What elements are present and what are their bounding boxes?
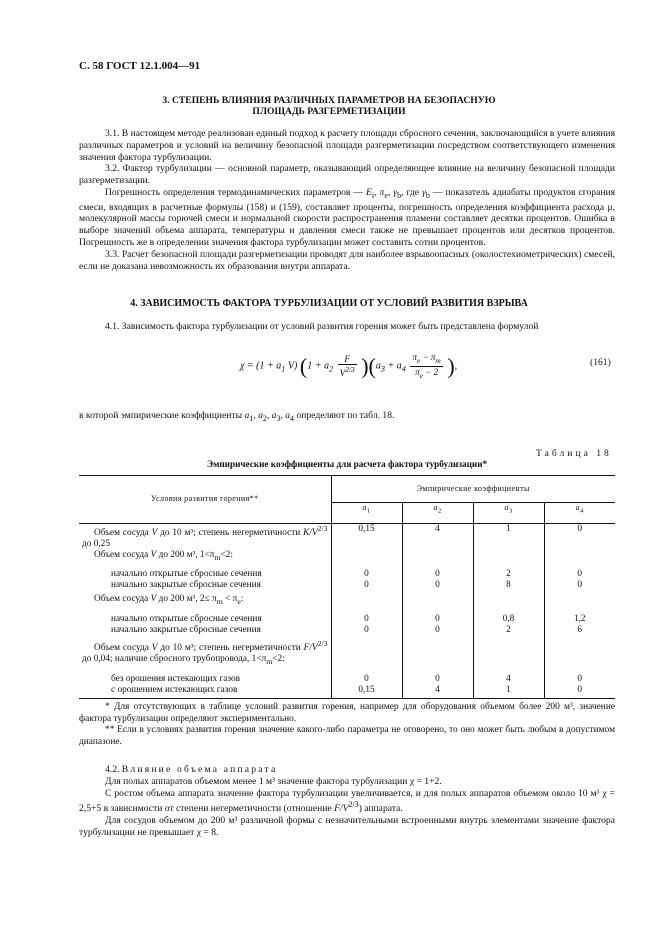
footnote-1: * Для отсутствующих в таблице условий развития горения, например для оборудования объемом более 200 м³, значение фактора турбулизации определяют экспериментально. (79, 702, 615, 724)
table-row: Объем сосуда V до 10 м³; степень негерметичности $F/V^{2/3}$ до 0,04; наличие сбросного трубопровода, $1<\pi_m<2$: (79, 635, 615, 667)
table-row: Объем сосуда V до 10 м³; степень негерметичности $K/V^{2/3}$ до 0,25 0,15 4 1 0 (79, 524, 615, 550)
table-row: Объем сосуда V до 200 м³, $1<\pi_m<2$: (79, 550, 615, 564)
table-row: начально закрытые сбросные сечения 0 0 2 6 (79, 625, 615, 636)
table-row: с орошением истекающих газов 0,15 4 1 0 (79, 685, 615, 699)
table-row: без орошения истекающих газов 0 0 4 0 (79, 668, 615, 685)
formula-number: (161) (590, 357, 611, 368)
paragraph-3-2-error: Погрешность определения термодинамических параметров — $E_i$, $\pi_e$, $\gamma_b$, где $\gamma_b$ — показатель адиабаты продуктов сгорания смеси, входящих в расчетные формулы (158) и (159), составляет проценты, погрешность определения коэффициента расхода μ, молекулярной массы горючей смеси и нормальной скорости распространения пламени составляет десятки процентов. Ошибка в выборе значений объема аппарата, температуры и давления смеси также не превышает процентов или десятков процентов. Погрешность же в определении значения фактора турбулизации может составить сотни процентов. (79, 186, 616, 249)
header-a1: $a_1$ (331, 503, 402, 524)
table-footnotes (79, 702, 615, 748)
header-conditions: Условия развития горения** (79, 476, 331, 524)
header-a3: $a_3$ (473, 503, 544, 524)
page-header: С. 58 ГОСТ 12.1.004—91 (79, 60, 201, 72)
section-4-intro (79, 321, 615, 333)
paragraph-4-2-3: Для сосудов объемом до 200 м³ различной формы с незначительными встроенными внутрь элементами значение фактора турбулизации не превышает χ = 8. (79, 815, 615, 839)
section-3-title: 3. СТЕПЕНЬ ВЛИЯНИЯ РАЗЛИЧНЫХ ПАРАМЕТРОВ НА БЕЗОПАСНУЮ ПЛОЩАДЬ РАЗГЕРМЕТИЗАЦИИ (162, 95, 496, 117)
table-caption: Таблица 18 (536, 448, 612, 459)
table-row: начально открытые сбросные сечения 0 0 2 0 (79, 563, 615, 580)
table-row: начально закрытые сбросные сечения 0 0 8 0 (79, 580, 615, 591)
section-3-body (79, 128, 615, 272)
section-4-title: 4. ЗАВИСИМОСТЬ ФАКТОРА ТУРБУЛИЗАЦИИ ОТ УСЛОВИЙ РАЗВИТИЯ ВЗРЫВА (130, 298, 528, 309)
paragraph-4-1: 4.1. Зависимость фактора турбулизации от условий развития горения может быть представлена формулой (105, 321, 539, 332)
table-title: Эмпирические коэффициенты для расчета фактора турбулизации* (206, 459, 488, 469)
paragraph-4-2-1: Для полых аппаратов объемом менее 1 м³ значение фактора турбулизации χ = 1+2. (105, 775, 442, 787)
footnote-2: ** Если в условиях развития горения значение какого-либо параметра не оговорено, то оно может быть любым в допустимом диапазоне. (79, 725, 615, 747)
paragraph-3-2: 3.2. Фактор турбулизации — основной параметр, оказывающий определяющее влияние на величину безопасной площади разгерметизации. (79, 163, 615, 187)
table-row: Объем сосуда V до 200 м³, $2\le \pi_m < \pi_e$: (79, 590, 615, 608)
formula-161: $\chi = (1 + a_1$ V) ($1 + a_2$ $\frac{F}{V^{2/3}}$ )($a_3 + a_4$ $\frac{\pi_e - \pi_m}{\pi_e - 2}$ ), (240, 352, 458, 380)
header-a2: $a_2$ (402, 503, 473, 524)
coefficients-table (79, 475, 615, 699)
paragraph-4-2-2: С ростом объема аппарата значение фактора турбулизации увеличивается, и для полых аппаратов объемом около 10 м³ χ = 2,5+5 в зависимости от степени негерметичности (отношение $F/V^{2/3}$) аппарата. (79, 787, 615, 815)
table-row: начально открытые сбросные сечения 0 0 0,8 1,2 (79, 608, 615, 625)
after-formula-text: в которой эмпирические коэффициенты $a_1$, $a_2$, $a_3$, $a_4$ определяют по табл. 18. (79, 410, 395, 423)
paragraph-3-3: 3.3. Расчет безопасной площади разгерметизации проводят для наиболее взрывоопасных (околостехиометрических) смесей, если не доказана невозможность их образования внутри аппарата. (79, 248, 615, 272)
header-coefficients: Эмпирические коэффициенты (331, 476, 615, 503)
header-a4: $a_4$ (544, 503, 615, 524)
paragraph-3-1: 3.1. В настоящем методе реализован единый подход к расчету площади сбросного сечения, заключающийся в учете влияния различных параметров и условий на величину безопасной площади разгерметизации посредством соответствующего изменения значения фактора турбулизации. (79, 128, 615, 163)
section-4-2 (79, 764, 615, 839)
section-4-2-heading: 4.2. Влияние объема аппарата (105, 764, 278, 775)
